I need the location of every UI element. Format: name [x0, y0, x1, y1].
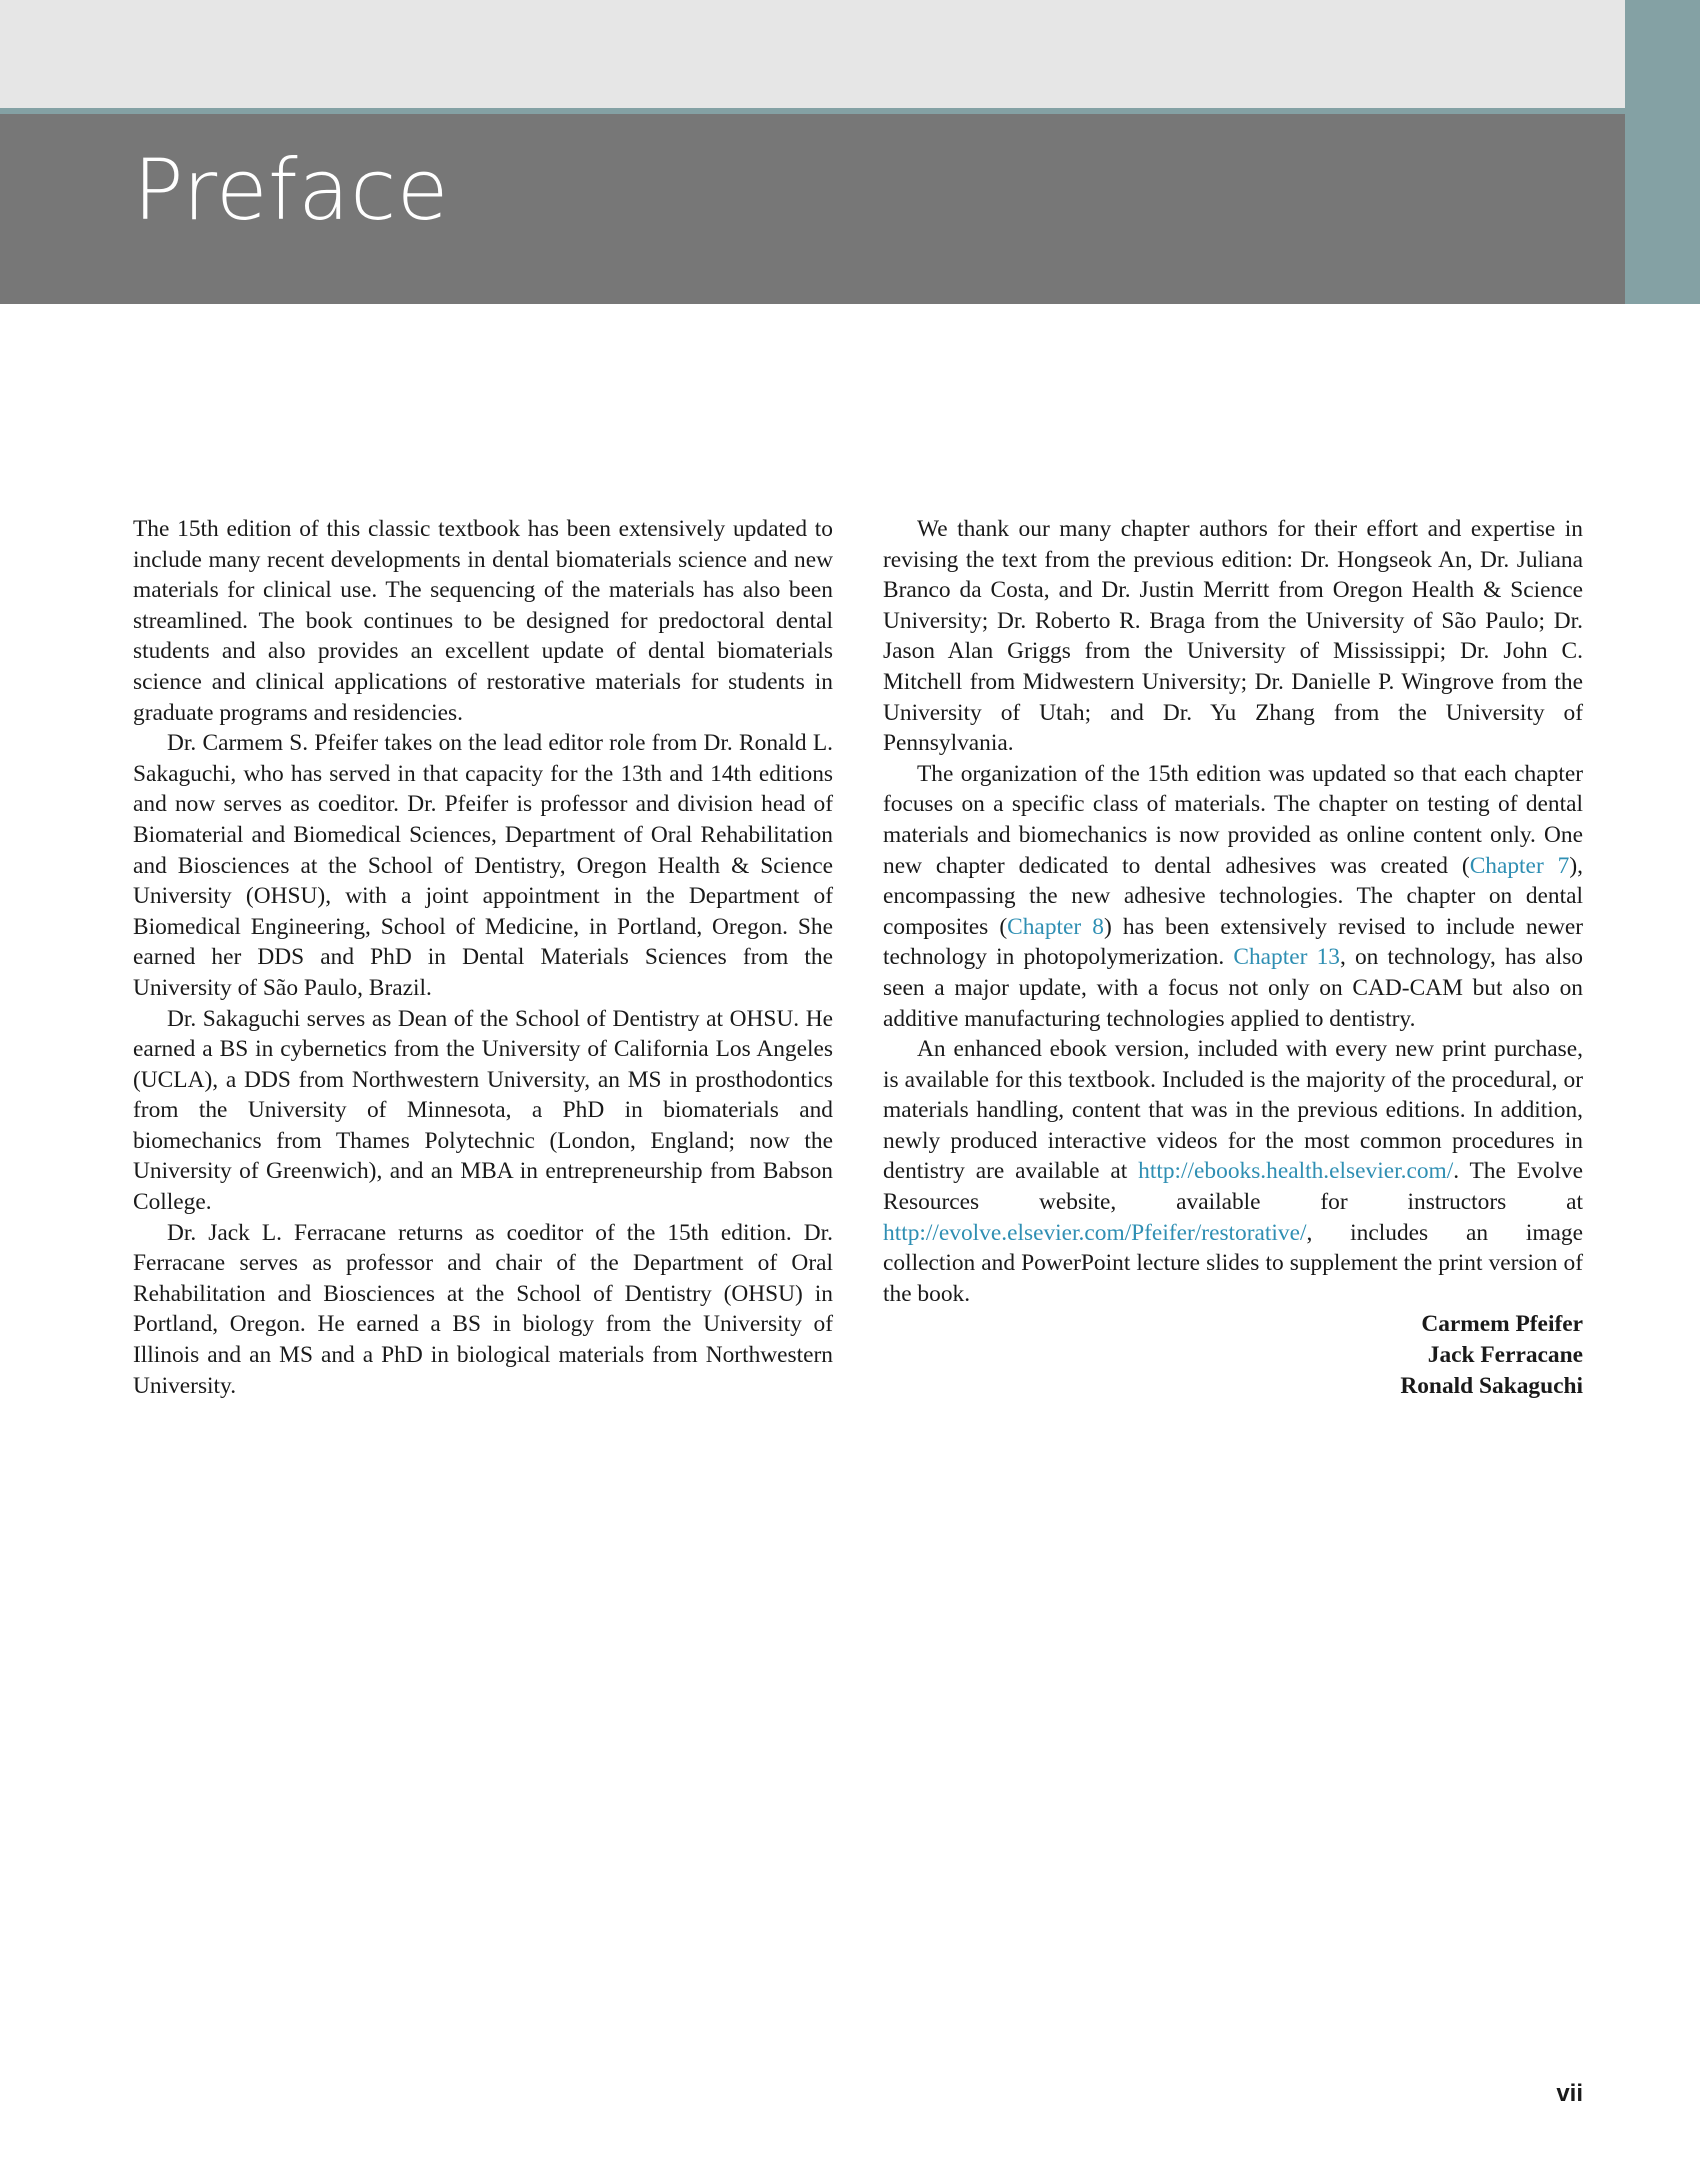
right-column [883, 514, 1583, 1401]
chapter-13-link[interactable]: Chapter 13 [1233, 944, 1340, 971]
paragraph [883, 759, 1583, 1034]
signature-name: Ronald Sakaguchi [1400, 1372, 1583, 1399]
side-accent-tab [1625, 0, 1700, 304]
evolve-url-link[interactable]: http://evolve.elsevier.com/Pfeifer/restorative/ [883, 1219, 1307, 1246]
paragraph: We thank our many chapter authors for their effort and expertise in revising the text from the previous edition: Dr. Hongseok An, Dr. Juliana Branco da Costa, and Dr. Justin Merritt from Oregon Health & Science University; Dr. Roberto R. Braga from the University of São Paulo; Dr. Jason Alan Griggs from the University of Mississippi; Dr. John C. Mitchell from Midwestern University; Dr. Danielle P. Wingrove from the University of Utah; and Dr. Yu Zhang from the University of Pennsylvania. [883, 516, 1583, 757]
page-number: vii [1556, 2080, 1583, 2107]
text-run: , on technology, has also seen a major update, with a focus not only on CAD-CAM but also on additive manufacturing technologies applied to dentistry. [883, 944, 1583, 1032]
chapter-7-link[interactable]: Chapter 7 [1469, 852, 1570, 879]
ebooks-url-link[interactable]: http://ebooks.health.elsevier.com/ [1138, 1158, 1454, 1185]
signature-block [883, 1309, 1583, 1401]
paragraph: The 15th edition of this classic textbook has been extensively updated to include many recent developments in dental biomaterials science and new materials for clinical use. The sequencing of the materials has also been streamlined. The book continues to be designed for predoctoral dental students and also provides an excellent update of dental biomaterials science and clinical applications of restorative materials for students in graduate programs and residencies. [133, 516, 833, 726]
text-run: An enhanced ebook version, included with every new print purchase, is available for this textbook. Included is the majority of the procedural, or materials handling, content that was in the previous editions. In addition, newly produced interactive videos for the most common procedures in dentistry are available at [883, 1036, 1583, 1185]
text-run: The organization of the 15th edition was updated so that each chapter focuses on a specific class of materials. The chapter on testing of dental materials and biomechanics is now provided as online content only. One new chapter dedicated to dental adhesives was created ( [883, 760, 1583, 879]
text-run: ) has been extensively revised to include newer technology in photopolymerization. [883, 913, 1584, 971]
left-column [133, 514, 833, 1401]
header-top-band [0, 0, 1625, 108]
paragraph: Dr. Carmem S. Pfeifer takes on the lead editor role from Dr. Ronald L. Sakaguchi, who has served in that capacity for the 13th and 14th editions and now serves as coeditor. Dr. Pfeifer is professor and division head of Biomaterial and Biomedical Sciences, Department of Oral Rehabilitation and Biosciences at the School of Dentistry, Oregon Health & Science University (OHSU), with a joint appointment in the Department of Biomedical Engineering, School of Medicine, in Portland, Oregon. She earned her DDS and PhD in Dental Materials Sciences from the University of São Paulo, Brazil. [133, 730, 833, 1001]
text-run: ), encompassing the new adhesive technologies. The chapter on dental composites ( [883, 852, 1583, 940]
text-run: , includes an image collection and PowerPoint lecture slides to supplement the print version of the book. [883, 1219, 1583, 1307]
text-run: . The Evolve Resources website, available for instructors at [883, 1158, 1583, 1216]
paragraph: Dr. Jack L. Ferracane returns as coeditor of the 15th edition. Dr. Ferracane serves as professor and chair of the Department of Oral Rehabilitation and Biosciences at the School of Dentistry (OHSU) in Portland, Oregon. He earned a BS in biology from the University of Illinois and an MS and a PhD in biological materials from Northwestern University. [133, 1219, 833, 1399]
chapter-8-link[interactable]: Chapter 8 [1007, 913, 1104, 940]
signature-name: Carmem Pfeifer [1421, 1311, 1583, 1338]
signature-name: Jack Ferracane [1427, 1342, 1583, 1369]
page-title: Preface [133, 141, 449, 239]
paragraph [883, 1034, 1583, 1309]
paragraph: Dr. Sakaguchi serves as Dean of the School of Dentistry at OHSU. He earned a BS in cybernetics from the University of California Los Angeles (UCLA), a DDS from Northwestern University, an MS in prosthodontics from the University of Minnesota, a PhD in biomaterials and biomechanics from Thames Polytechnic (London, England; now the University of Greenwich), and an MBA in entrepreneurship from Babson College. [133, 1005, 833, 1216]
